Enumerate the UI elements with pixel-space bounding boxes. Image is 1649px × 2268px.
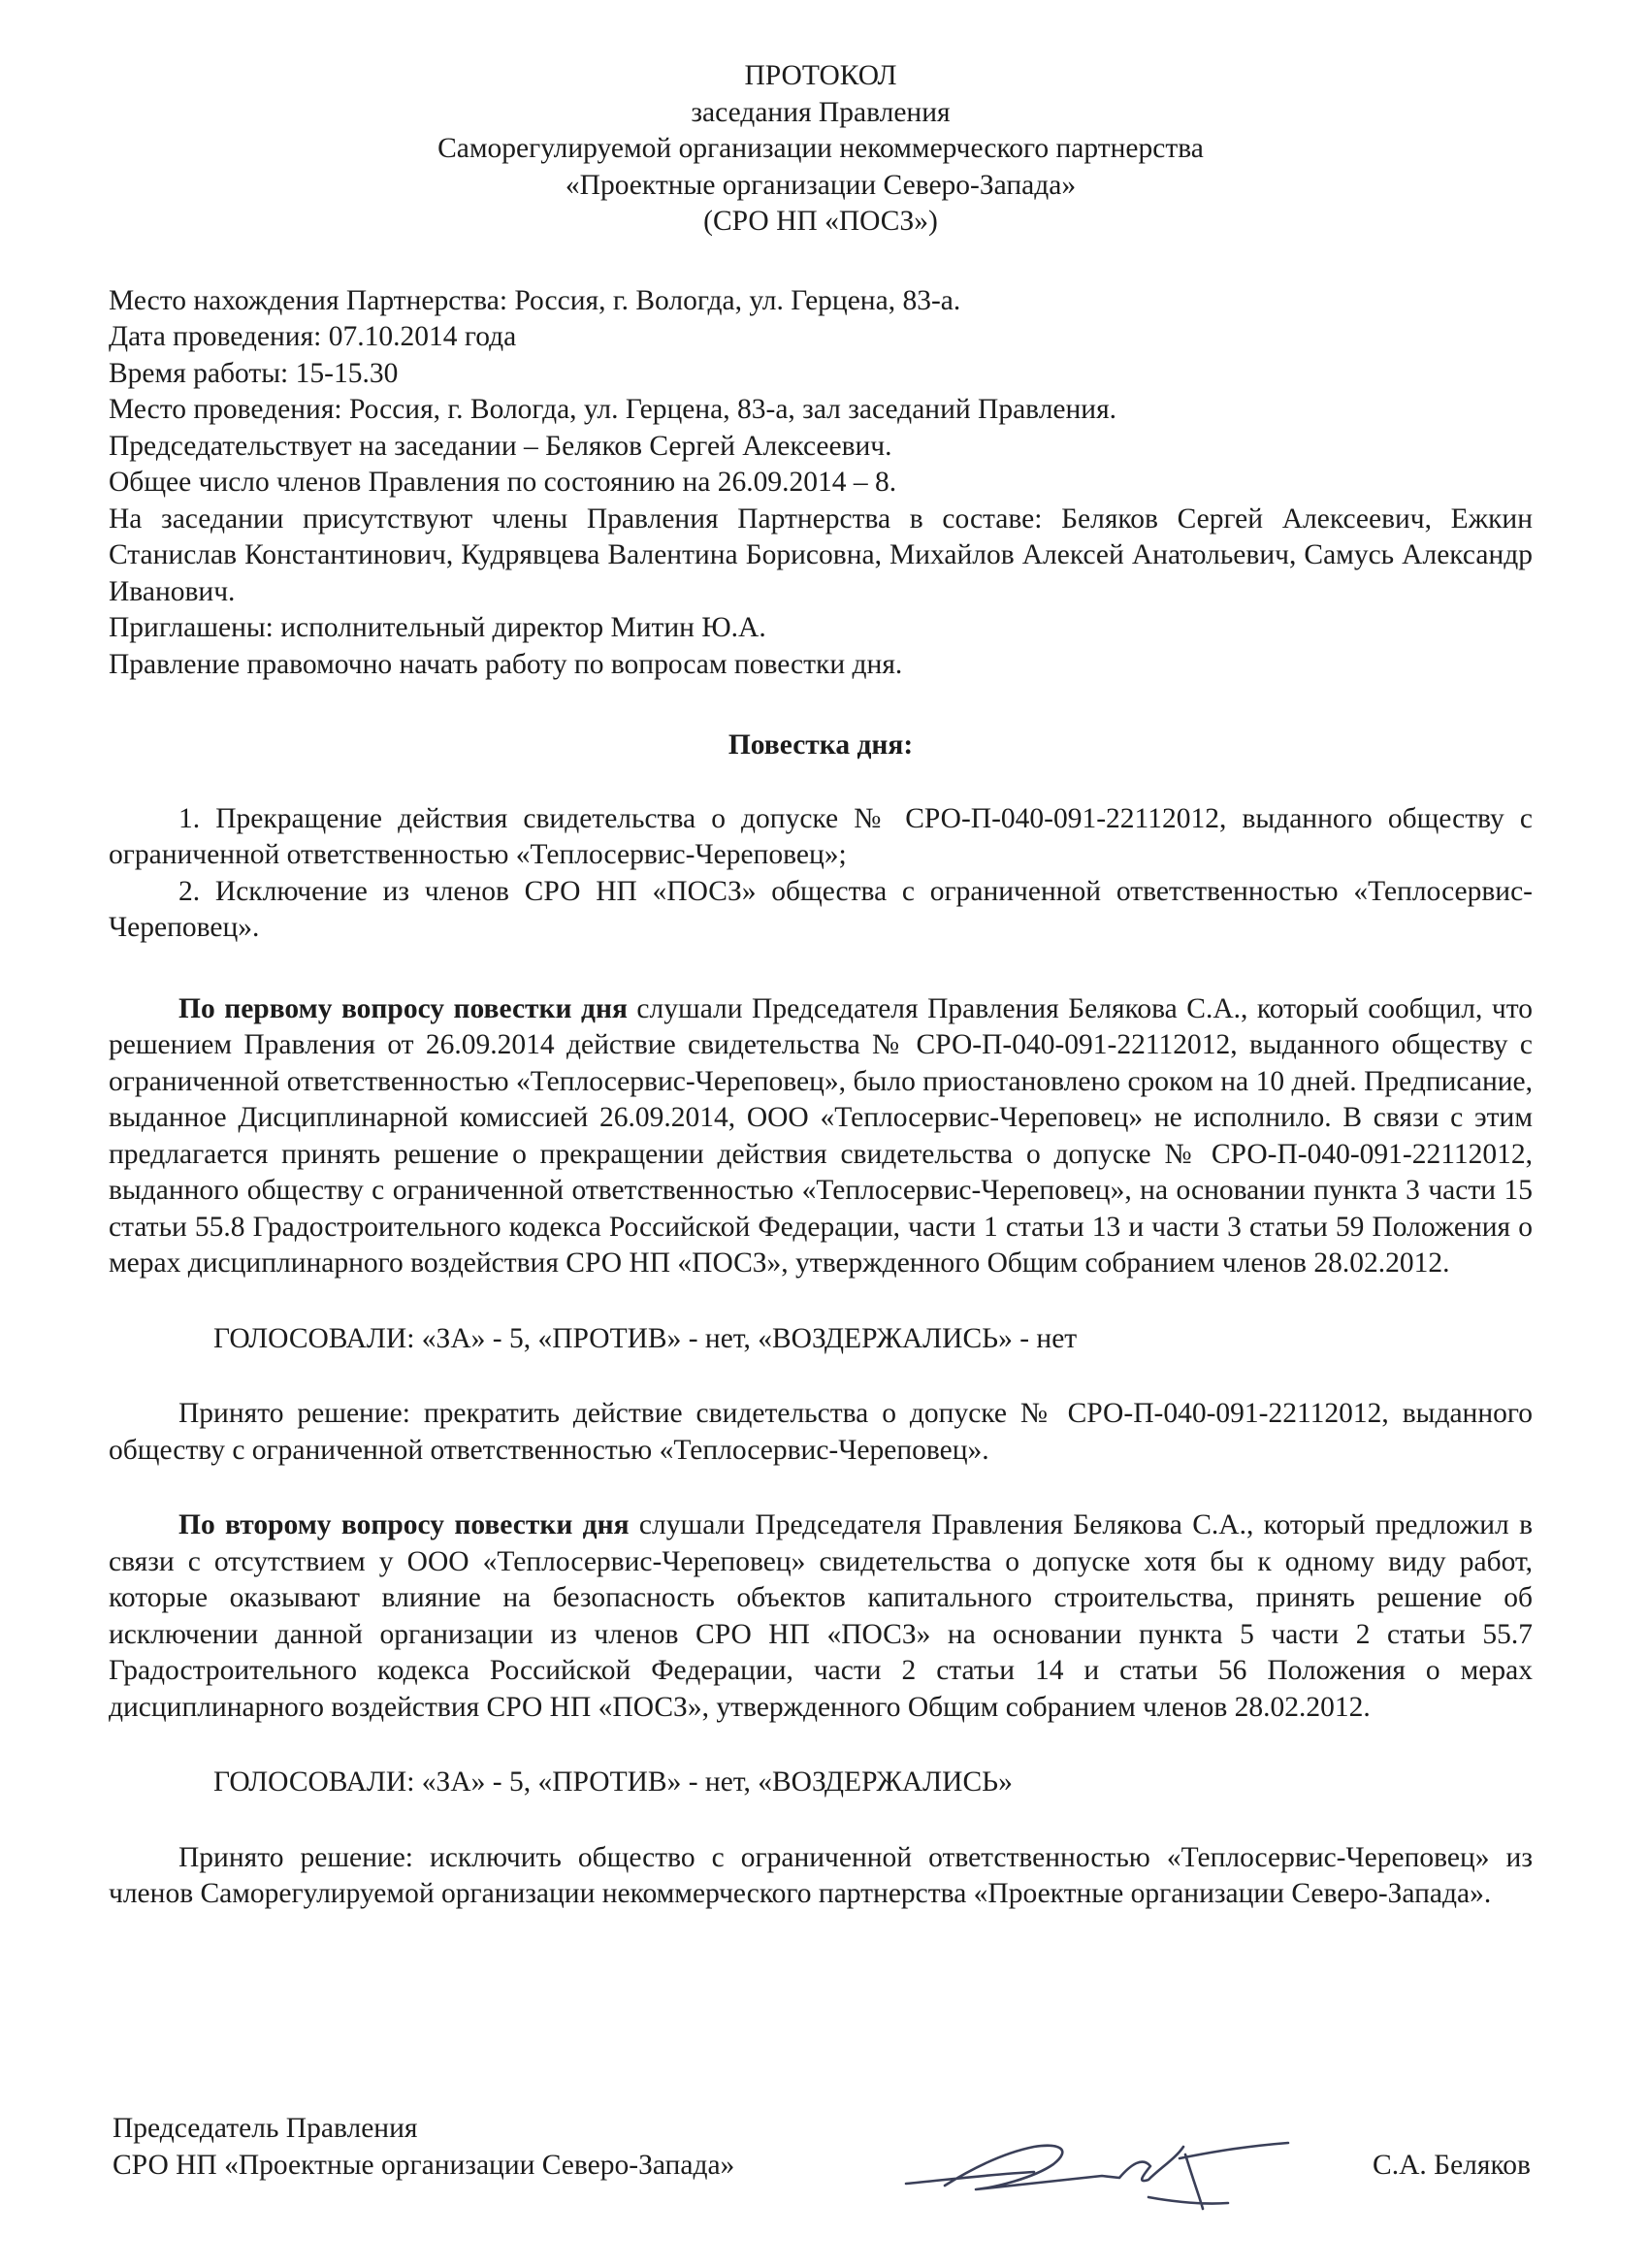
title-meeting: заседания Правления — [691, 96, 951, 128]
question-1-text: слушали Председателя Правления Белякова С.А., который сообщил, что решением Правления от 26.09.2014 действие свидетельства № СРО-П-040-091-22112012, выданного обществу с ограниченной ответственностью «Теплосервис-Череповец», было приостановлено сроком на 10 дней. Предписание, выданное Дисциплинарной комиссией 26.09.2014, ООО «Теплосервис-Череповец» не исполнило. В связи с этим предлагается принять решение о прекращении действия свидетельства о допуске № СРО-П-040-091-22112012, выданного обществу с ограниченной ответственностью «Теплосервис-Череповец», на основании пункта 3 части 15 статьи 55.8 Градостроительного кодекса Российской Федерации, части 1 статьи 13 и части 3 статьи 59 Положения о мерах дисциплинарного воздействия СРО НП «ПОСЗ», утвержденного Общим собранием членов 28.02.2012. — [109, 992, 1533, 1279]
title-organization: Саморегулируемой организации некоммерческого партнерства — [437, 133, 1204, 164]
question-1-lead: По первому вопросу повестки дня — [178, 992, 628, 1024]
handwritten-signature — [889, 2108, 1315, 2215]
meeting-details — [109, 283, 1533, 684]
meeting-time: Время работы: 15-15.30 — [109, 357, 399, 389]
agenda-item-2: 2. Исключение из членов СРО НП «ПОСЗ» общества с ограниченной ответственностью «Теплосервис-Череповец». — [109, 875, 1533, 943]
attendees-list: На заседании присутствуют члены Правления Партнерства в составе: Беляков Сергей Алексеевич, Ежкин Станислав Константинович, Кудрявцева Валентина Борисовна, Михайлов Алексей Анатольевич, Самусь Александр Иванович. — [109, 502, 1533, 607]
meeting-venue: Место проведения: Россия, г. Вологда, ул. Герцена, 83-а, зал заседаний Правления. — [109, 394, 1117, 425]
invited-persons: Приглашены: исполнительный директор Митин Ю.А. — [109, 612, 766, 643]
partnership-location: Место нахождения Партнерства: Россия, г. Вологда, ул. Герцена, 83-а. — [109, 284, 961, 316]
quorum-statement: Правление правомочно начать работу по вопросам повестки дня. — [109, 648, 903, 680]
question-2-lead: По второму вопросу повестки дня — [178, 1509, 630, 1540]
agenda-heading: Повестка дня: — [728, 729, 914, 761]
signature-block — [113, 2110, 1533, 2184]
agenda-list — [109, 801, 1533, 947]
signatory-position: Председатель Правления — [113, 2113, 418, 2144]
meeting-date: Дата проведения: 07.10.2014 года — [109, 321, 517, 352]
document-title — [109, 58, 1533, 241]
question-1-discussion — [109, 991, 1533, 1282]
signatory-organization: СРО НП «Проектные организации Северо-Запада» — [113, 2150, 735, 2181]
signatory-name: С.А. Беляков — [1373, 2150, 1531, 2181]
question-2-decision: Принято решение: исключить общество с ограниченной ответственностью «Теплосервис-Череповец» из членов Саморегулируемой организации некоммерческого партнерства «Проектные организации Северо-Запада». — [109, 1841, 1533, 1909]
question-2-discussion — [109, 1507, 1533, 1726]
title-organization-name: «Проектные организации Северо-Запада» — [565, 169, 1077, 201]
agenda-item-1: 1. Прекращение действия свидетельства о допуске № СРО-П-040-091-22112012, выданного обществу с ограниченной ответственностью «Теплосервис-Череповец»; — [109, 802, 1533, 870]
question-1-decision: Принято решение: прекратить действие свидетельства о допуске № СРО-П-040-091-22112012, выданного обществу с ограниченной ответственностью «Теплосервис-Череповец». — [109, 1398, 1533, 1466]
title-abbreviation: (СРО НП «ПОСЗ») — [703, 206, 938, 237]
title-protocol: ПРОТОКОЛ — [744, 60, 897, 91]
members-total: Общее число членов Правления по состоянию на 26.09.2014 – 8. — [109, 467, 897, 498]
question-2-vote: ГОЛОСОВАЛИ: «ЗА» - 5, «ПРОТИВ» - нет, «ВОЗДЕРЖАЛИСЬ» — [213, 1766, 1013, 1798]
document-page — [109, 58, 1533, 1913]
question-1-vote: ГОЛОСОВАЛИ: «ЗА» - 5, «ПРОТИВ» - нет, «ВОЗДЕРЖАЛИСЬ» - нет — [213, 1322, 1078, 1354]
meeting-chair: Председательствует на заседании – Беляков Сергей Алексеевич. — [109, 430, 892, 462]
question-2-text: слушали Председателя Правления Белякова С.А., который предложил в связи с отсутствием у ООО «Теплосервис-Череповец» свидетельства о допуске хотя бы к одному виду работ, которые оказывают влияние на безопасность объектов капитального строительства, принять решение об исключении данной организации из членов СРО НП «ПОСЗ» на основании пункта 5 части 2 статьи 55.7 Градостроительного кодекса Российской Федерации, части 2 статьи 14 и статьи 56 Положения о мерах дисциплинарного воздействия СРО НП «ПОСЗ», утвержденного Общим собранием членов 28.02.2012. — [109, 1509, 1533, 1723]
